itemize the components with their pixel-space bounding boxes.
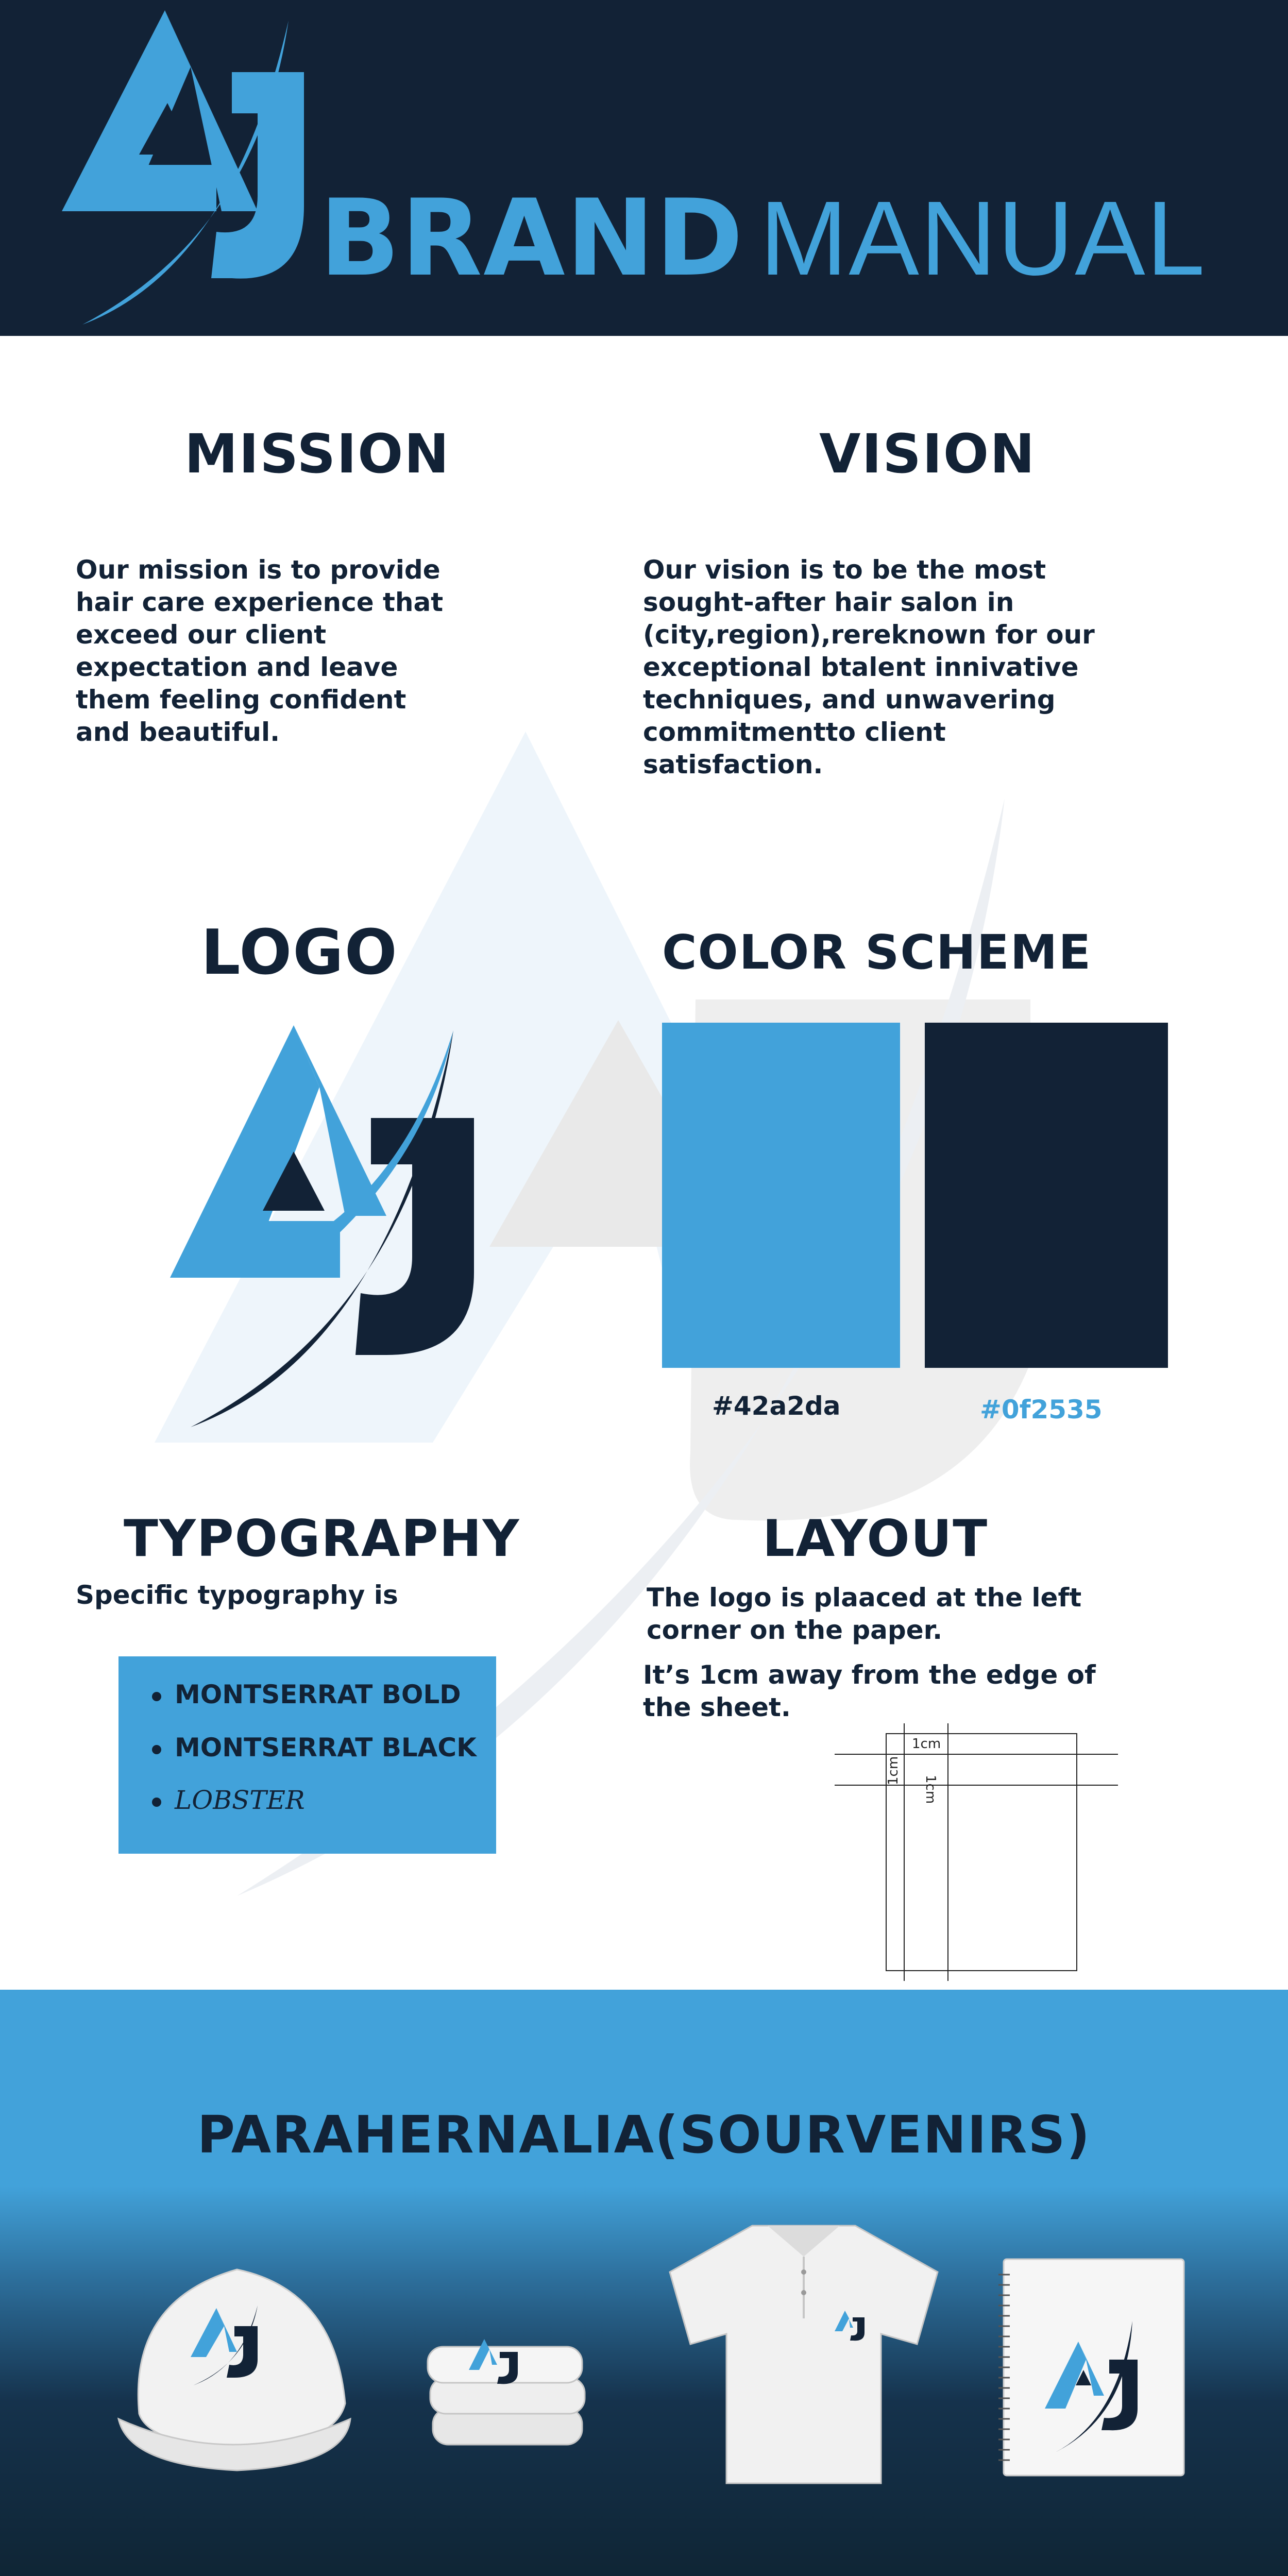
- mission-heading: MISSION: [184, 422, 450, 485]
- color-scheme-heading: COLOR SCHEME: [662, 925, 1092, 980]
- typography-intro: Specific typography is: [76, 1580, 398, 1610]
- layout-heading: LAYOUT: [762, 1510, 989, 1568]
- title-bold: BRAND: [319, 177, 744, 300]
- color-label-navy: #0f2535: [980, 1395, 1103, 1425]
- color-swatch-navy: [925, 1023, 1168, 1368]
- vision-heading: VISION: [819, 422, 1036, 485]
- aj-logo-icon: [62, 10, 330, 330]
- font-name: LOBSTER: [175, 1785, 305, 1815]
- bullet-icon: [152, 1745, 161, 1754]
- mission-text: Our mission is to provide hair care experience that exceed our client expectation and leave them feeling confident and beautiful.: [76, 555, 444, 747]
- title-light: MANUAL: [759, 179, 1206, 297]
- header-banner: [0, 0, 1288, 336]
- bullet-icon: [152, 1798, 161, 1807]
- font-name: MONTSERRAT BOLD: [175, 1680, 461, 1709]
- diagram-label-inner: 1cm: [923, 1775, 938, 1804]
- page-title: [319, 177, 1206, 300]
- layout-diagram: [835, 1723, 1128, 1981]
- font-item-montserrat-black: [152, 1733, 477, 1762]
- color-swatch-blue: [662, 1023, 900, 1368]
- layout-text-2: It’s 1cm away from the edge of the sheet.: [643, 1660, 1096, 1722]
- typography-heading: TYPOGRAPHY: [124, 1510, 520, 1568]
- bullet-icon: [152, 1692, 161, 1701]
- notebook-icon: [998, 2254, 1189, 2481]
- font-item-montserrat-bold: [152, 1680, 461, 1709]
- typography-font-list: [118, 1656, 496, 1854]
- diagram-label-left: 1cm: [886, 1756, 901, 1785]
- cap-icon: [108, 2249, 358, 2476]
- diagram-label-top: 1cm: [912, 1736, 941, 1752]
- paraphernalia-heading: PARAHERNALIA(SOURVENIRS): [197, 2105, 1091, 2165]
- vision-text: Our vision is to be the most sought-after hair salon in (city,region),rereknown for our exceptional btalent innivative techniques, and unwavering commitmentto client satisfaction.: [643, 555, 1095, 779]
- logo-heading: LOGO: [201, 917, 398, 989]
- font-name: MONTSERRAT BLACK: [175, 1733, 477, 1762]
- layout-text-1: The logo is plaaced at the left corner on the paper.: [647, 1583, 1082, 1645]
- aj-logo-mark-icon: [170, 1025, 489, 1437]
- towels-icon: [422, 2321, 592, 2455]
- font-item-lobster: [152, 1785, 305, 1815]
- color-label-blue: #42a2da: [712, 1391, 841, 1421]
- polo-shirt-icon: [665, 2215, 943, 2488]
